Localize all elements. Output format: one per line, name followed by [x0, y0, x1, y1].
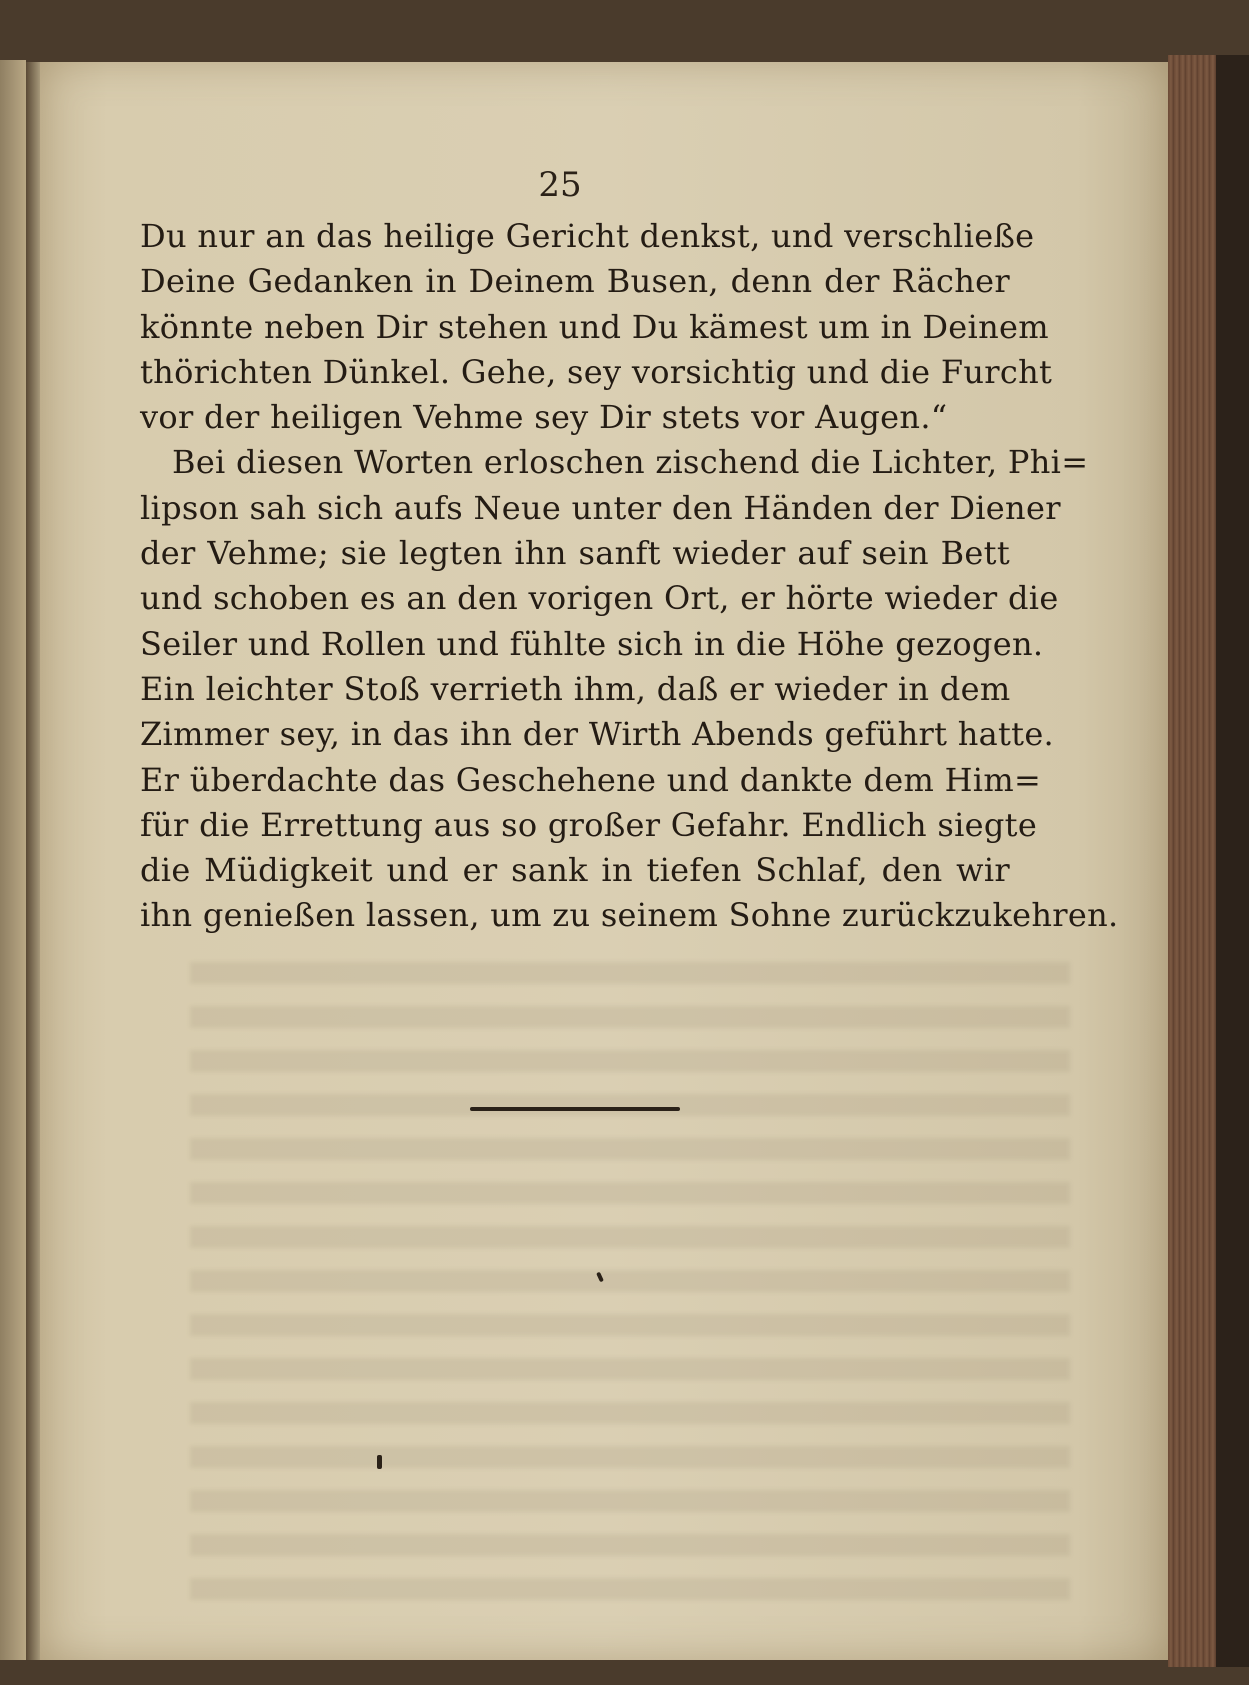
- page-stack-edge: [1168, 55, 1216, 1667]
- text-line: ihn genießen lassen, um zu seinem Sohne zurückzukehren.: [140, 896, 1119, 935]
- text-line: Deine Gedanken in Deinem Busen, denn der Rächer: [140, 262, 1010, 301]
- book-gutter: [26, 62, 40, 1660]
- text-line: Ein leichter Stoß verrieth ihm, daß er wieder in dem: [140, 669, 1011, 708]
- text-line: der Vehme; sie legten ihn sanft wieder auf sein Bett: [140, 534, 1010, 573]
- previous-page-edge: [0, 60, 26, 1660]
- text-line: thörichten Dünkel. Gehe, sey vorsichtig und die Furcht: [140, 352, 1053, 391]
- text-line: und schoben es an den vorigen Ort, er hörte wieder die: [140, 579, 1059, 618]
- text-line: Er überdachte das Geschehene und dankte dem Him=: [140, 760, 1042, 799]
- text-line: die Müdigkeit und er sank in tiefen Schlaf, den wir: [140, 851, 1010, 890]
- section-divider: [470, 1107, 680, 1111]
- text-line: könnte neben Dir stehen und Du kämest um in Deinem: [140, 307, 1049, 346]
- text-line: vor der heiligen Vehme sey Dir stets vor Augen.“: [140, 398, 948, 437]
- text-line: lipson sah sich aufs Neue unter den Händen der Diener: [140, 488, 1061, 527]
- text-line: Seiler und Rollen und fühlte sich in die Höhe gezogen.: [140, 624, 1044, 663]
- ink-speck: [377, 1455, 382, 1469]
- page-number: 25: [538, 165, 582, 205]
- show-through-text: [190, 962, 1070, 1622]
- text-line: für die Errettung aus so großer Gefahr. Endlich siegte: [140, 805, 1038, 844]
- text-line: Bei diesen Worten erloschen zischend die Lichter, Phi=: [172, 443, 1089, 482]
- page-stack-shadow: [1216, 55, 1249, 1667]
- text-line: Du nur an das heilige Gericht denkst, und verschließe: [140, 217, 1035, 255]
- text-line: Zimmer sey, in das ihn der Wirth Abends geführt hatte.: [140, 715, 1055, 754]
- body-text: [140, 214, 1119, 939]
